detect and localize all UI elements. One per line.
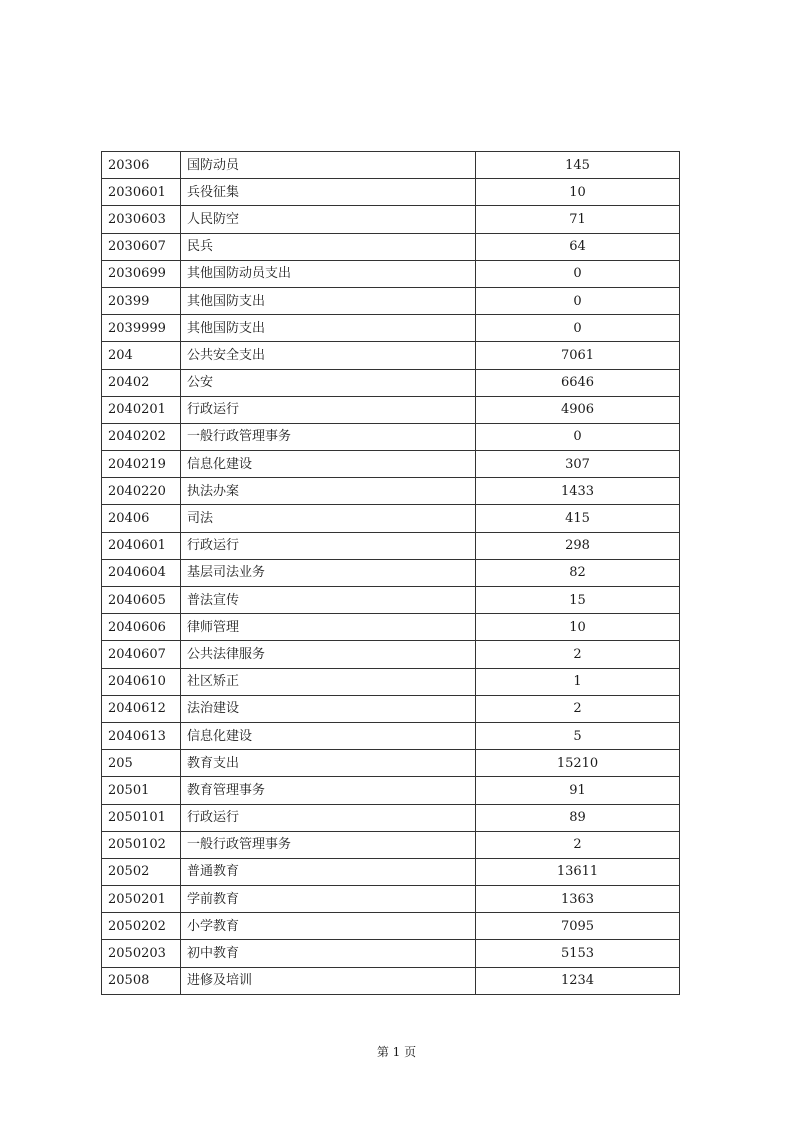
amount-cell: 82 <box>476 559 680 586</box>
table-row <box>102 559 680 586</box>
amount-cell: 5 <box>476 722 680 749</box>
code-cell: 20306 <box>102 152 181 179</box>
name-cell: 律师管理 <box>181 614 476 641</box>
amount-cell: 5153 <box>476 940 680 967</box>
amount-cell: 145 <box>476 152 680 179</box>
code-cell: 2040612 <box>102 695 181 722</box>
table-row <box>102 396 680 423</box>
table-row <box>102 858 680 885</box>
name-cell: 进修及培训 <box>181 967 476 994</box>
name-cell: 一般行政管理事务 <box>181 423 476 450</box>
code-cell: 2030601 <box>102 179 181 206</box>
code-cell: 2030699 <box>102 260 181 287</box>
code-cell: 20501 <box>102 777 181 804</box>
name-cell: 小学教育 <box>181 913 476 940</box>
table-row <box>102 206 680 233</box>
name-cell: 普法宣传 <box>181 587 476 614</box>
name-cell: 兵役征集 <box>181 179 476 206</box>
code-cell: 2040201 <box>102 396 181 423</box>
table-row <box>102 478 680 505</box>
table-row <box>102 804 680 831</box>
amount-cell: 7061 <box>476 342 680 369</box>
code-cell: 2030603 <box>102 206 181 233</box>
table-row <box>102 233 680 260</box>
table-row <box>102 369 680 396</box>
table-row <box>102 967 680 994</box>
page-number: 第 1 页 <box>376 1045 417 1059</box>
amount-cell: 15210 <box>476 750 680 777</box>
table-row <box>102 587 680 614</box>
amount-cell: 10 <box>476 614 680 641</box>
budget-table-body <box>102 152 680 995</box>
table-row <box>102 423 680 450</box>
amount-cell: 0 <box>476 315 680 342</box>
amount-cell: 91 <box>476 777 680 804</box>
code-cell: 2050101 <box>102 804 181 831</box>
table-row <box>102 831 680 858</box>
name-cell: 国防动员 <box>181 152 476 179</box>
table-row <box>102 886 680 913</box>
code-cell: 2050203 <box>102 940 181 967</box>
amount-cell: 2 <box>476 641 680 668</box>
code-cell: 2040607 <box>102 641 181 668</box>
amount-cell: 64 <box>476 233 680 260</box>
table-row <box>102 750 680 777</box>
name-cell: 法治建设 <box>181 695 476 722</box>
amount-cell: 307 <box>476 451 680 478</box>
code-cell: 20502 <box>102 858 181 885</box>
name-cell: 公共法律服务 <box>181 641 476 668</box>
amount-cell: 2 <box>476 831 680 858</box>
table-row <box>102 614 680 641</box>
name-cell: 信息化建设 <box>181 451 476 478</box>
name-cell: 信息化建设 <box>181 722 476 749</box>
table-row <box>102 287 680 314</box>
amount-cell: 1 <box>476 668 680 695</box>
table-row <box>102 641 680 668</box>
code-cell: 2050201 <box>102 886 181 913</box>
amount-cell: 0 <box>476 423 680 450</box>
name-cell: 一般行政管理事务 <box>181 831 476 858</box>
name-cell: 行政运行 <box>181 804 476 831</box>
code-cell: 2040601 <box>102 532 181 559</box>
table-row <box>102 315 680 342</box>
name-cell: 行政运行 <box>181 396 476 423</box>
name-cell: 公共安全支出 <box>181 342 476 369</box>
code-cell: 2040202 <box>102 423 181 450</box>
name-cell: 教育管理事务 <box>181 777 476 804</box>
table-row <box>102 668 680 695</box>
table-row <box>102 342 680 369</box>
amount-cell: 4906 <box>476 396 680 423</box>
name-cell: 其他国防动员支出 <box>181 260 476 287</box>
budget-table <box>101 151 680 995</box>
table-row <box>102 913 680 940</box>
name-cell: 社区矫正 <box>181 668 476 695</box>
table-row <box>102 505 680 532</box>
code-cell: 20406 <box>102 505 181 532</box>
code-cell: 2050102 <box>102 831 181 858</box>
name-cell: 其他国防支出 <box>181 315 476 342</box>
code-cell: 20508 <box>102 967 181 994</box>
name-cell: 其他国防支出 <box>181 287 476 314</box>
amount-cell: 89 <box>476 804 680 831</box>
code-cell: 2039999 <box>102 315 181 342</box>
code-cell: 2050202 <box>102 913 181 940</box>
name-cell: 公安 <box>181 369 476 396</box>
code-cell: 2040219 <box>102 451 181 478</box>
code-cell: 20399 <box>102 287 181 314</box>
table-row <box>102 152 680 179</box>
table-row <box>102 777 680 804</box>
table-row <box>102 179 680 206</box>
name-cell: 教育支出 <box>181 750 476 777</box>
amount-cell: 0 <box>476 287 680 314</box>
code-cell: 2030607 <box>102 233 181 260</box>
amount-cell: 2 <box>476 695 680 722</box>
code-cell: 2040610 <box>102 668 181 695</box>
amount-cell: 298 <box>476 532 680 559</box>
name-cell: 执法办案 <box>181 478 476 505</box>
name-cell: 人民防空 <box>181 206 476 233</box>
table-row <box>102 940 680 967</box>
code-cell: 205 <box>102 750 181 777</box>
name-cell: 初中教育 <box>181 940 476 967</box>
amount-cell: 1363 <box>476 886 680 913</box>
code-cell: 2040613 <box>102 722 181 749</box>
amount-cell: 10 <box>476 179 680 206</box>
table-row <box>102 260 680 287</box>
code-cell: 204 <box>102 342 181 369</box>
amount-cell: 6646 <box>476 369 680 396</box>
table-row <box>102 722 680 749</box>
amount-cell: 1234 <box>476 967 680 994</box>
code-cell: 2040604 <box>102 559 181 586</box>
amount-cell: 71 <box>476 206 680 233</box>
amount-cell: 1433 <box>476 478 680 505</box>
name-cell: 普通教育 <box>181 858 476 885</box>
code-cell: 2040606 <box>102 614 181 641</box>
amount-cell: 415 <box>476 505 680 532</box>
code-cell: 2040220 <box>102 478 181 505</box>
name-cell: 基层司法业务 <box>181 559 476 586</box>
name-cell: 行政运行 <box>181 532 476 559</box>
amount-cell: 15 <box>476 587 680 614</box>
table-row <box>102 532 680 559</box>
name-cell: 民兵 <box>181 233 476 260</box>
code-cell: 2040605 <box>102 587 181 614</box>
table-row <box>102 451 680 478</box>
name-cell: 学前教育 <box>181 886 476 913</box>
amount-cell: 0 <box>476 260 680 287</box>
name-cell: 司法 <box>181 505 476 532</box>
amount-cell: 13611 <box>476 858 680 885</box>
code-cell: 20402 <box>102 369 181 396</box>
table-row <box>102 695 680 722</box>
amount-cell: 7095 <box>476 913 680 940</box>
